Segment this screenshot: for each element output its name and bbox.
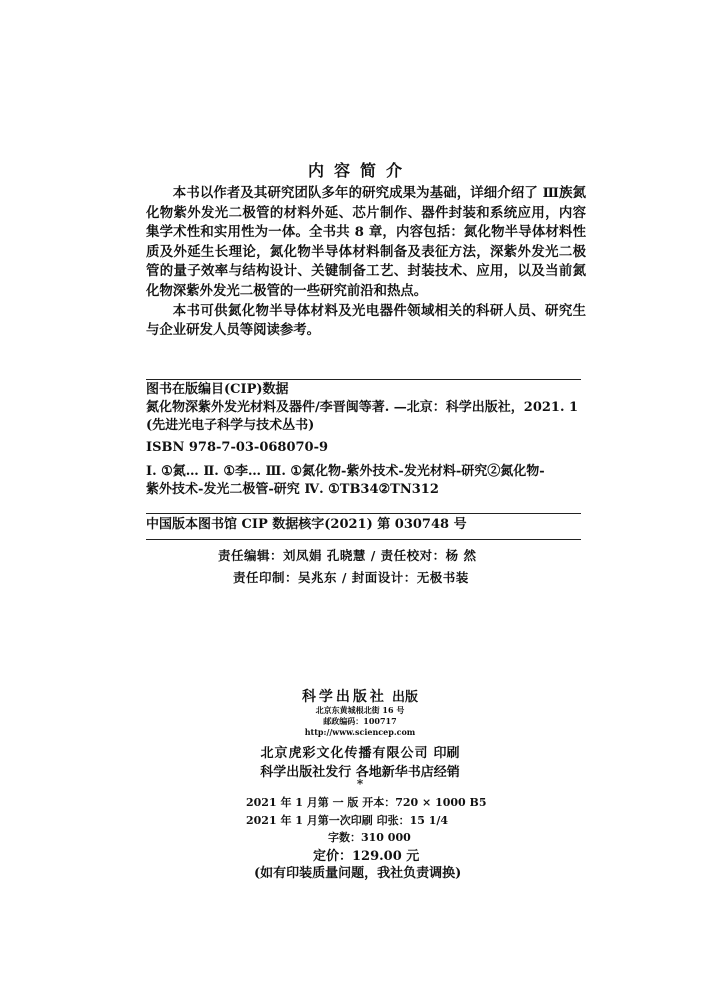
editors-line-2: 责任印制：吴兆东 / 封面设计：无极书装 [233, 570, 469, 585]
separator-star: * [356, 777, 364, 791]
cip-heading: 图书在版编目(CIP)数据 [146, 382, 289, 397]
editors-line-1: 责任编辑：刘凤娟 孔晓慧 / 责任校对：杨 然 [218, 548, 477, 563]
publisher-name: 科学出版社 [301, 689, 387, 705]
cip-title-line: 氮化物深紫外发光材料及器件/李晋闽等著. —北京：科学出版社，2021. 1 [146, 400, 579, 415]
word-count: 字数：310 000 [328, 831, 411, 844]
printer-suffix: 印刷 [433, 746, 460, 761]
printer-name: 北京虎彩文化传播有限公司 [260, 746, 429, 761]
summary-body [146, 184, 586, 341]
quality-notice: (如有印装质量问题，我社负责调换) [254, 866, 462, 881]
distribution-line: 科学出版社发行 各地新华书店经销 [260, 765, 460, 780]
cip-number-block [146, 516, 586, 534]
publisher-website: http://www.sciencep.com [304, 727, 416, 737]
cip-top-rule [146, 379, 581, 380]
publisher-address: 北京东黄城根北街 16 号 [315, 705, 405, 715]
postal-code: 邮政编码：100717 [323, 716, 397, 726]
cip-mid-rule [146, 513, 581, 514]
cip-series: (先进光电子科学与技术丛书) [146, 418, 315, 433]
cip-block [146, 381, 586, 499]
printing-line: 2021 年 1 月第一次印刷 印张：15 1/4 [246, 814, 449, 827]
publisher-suffix: 出版 [392, 690, 419, 705]
summary-paragraph: 本书可供氮化物半导体材料及光电器件领域相关的科研人员、研究生与企业研发人员等阅读参考。 [146, 302, 586, 339]
edition-line: 2021 年 1 月第 一 版 开本：720 × 1000 B5 [246, 796, 487, 809]
summary-paragraph: 本书以作者及其研究团队多年的研究成果为基础，详细介绍了 Ⅲ族氮化物紫外发光二极管的材料外延、芯片制作、器件封装和系统应用，内容集学术性和实用性为一体。全书共 8 章，内容包括：氮化物半导体材料性质及外延生长理论，氮化物半导体材料制备及表征方法，深紫外发光二极管的量子效率与结构设计、关键制备工艺、封装技术、应用，以及当前氮化物深紫外发光二极管的一些研究前沿和热点。 [146, 185, 586, 299]
cip-bottom-rule [146, 539, 581, 540]
cip-number: 中国版本图书馆 CIP 数据核字(2021) 第 030748 号 [146, 517, 467, 532]
cip-classification-cont: 紫外技术-发光二极管-研究 Ⅳ. ①TB34②TN312 [146, 482, 439, 497]
summary-title: 内容简介 [307, 161, 412, 180]
publisher-line [0, 686, 720, 706]
price: 定价：129.00 元 [313, 849, 420, 864]
printer-line [0, 742, 720, 761]
cip-isbn: ISBN 978-7-03-068070-9 [146, 440, 329, 455]
cip-classification: Ⅰ. ①氮… Ⅱ. ①李… Ⅲ. ①氮化物-紫外技术-发光材料-研究②氮化物- [146, 464, 545, 479]
